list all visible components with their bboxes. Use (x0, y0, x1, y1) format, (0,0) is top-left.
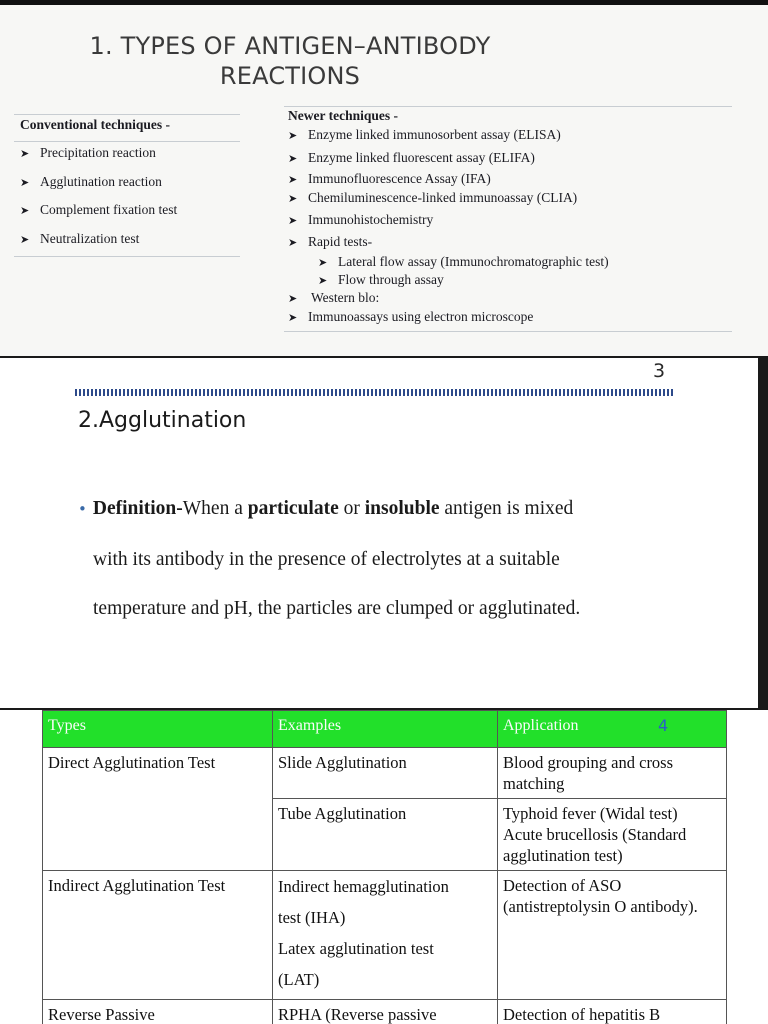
example-cell: Indirect hemagglutination test (IHA) Latex agglutination test (LAT) (273, 871, 498, 1000)
slide-title-line1: 1. TYPES OF ANTIGEN–ANTIBODY (89, 32, 491, 60)
arrow-bullet-icon: ➤ (288, 292, 298, 305)
bullet-icon: • (78, 500, 87, 518)
divider (14, 114, 240, 115)
arrow-bullet-icon: ➤ (20, 233, 30, 246)
arrow-bullet-icon: ➤ (288, 192, 298, 205)
divider (284, 106, 732, 107)
arrow-bullet-icon: ➤ (288, 236, 298, 249)
list-item: ➤ Rapid tests- (288, 234, 373, 249)
column-header: Application 4 (498, 711, 727, 748)
example-cell: RPHA (Reverse passive (273, 1000, 498, 1024)
application-cell: Detection of ASO (antistreptolysin O antibody). (498, 871, 727, 1000)
type-cell: Direct Agglutination Test (43, 748, 273, 871)
list-item: ➤ Enzyme linked immunosorbent assay (ELISA) (288, 127, 561, 142)
arrow-bullet-icon: ➤ (318, 256, 328, 269)
list-item: ➤ Complement fixation test (20, 202, 178, 217)
arrow-bullet-icon: ➤ (288, 129, 298, 142)
application-cell: Typhoid fever (Widal test) Acute brucellosis (Standard agglutination test) (498, 799, 727, 871)
list-item: ➤ Western blo: (288, 290, 380, 305)
list-item: ➤ Precipitation reaction (20, 145, 156, 160)
list-item: ➤ Immunofluorescence Assay (IFA) (288, 171, 491, 186)
conventional-heading: Conventional techniques - (20, 117, 171, 132)
definition-line2: with its antibody in the presence of electrolytes at a suitable (93, 549, 560, 570)
table-row (43, 748, 727, 799)
column-header: Types (43, 711, 273, 748)
definition-line3: temperature and pH, the particles are clumped or agglutinated. (93, 598, 581, 619)
column-header: Examples (273, 711, 498, 748)
newer-heading: Newer techniques - (288, 108, 398, 123)
slide-top-border (0, 0, 768, 5)
dashed-rule (75, 389, 673, 396)
divider (284, 331, 732, 332)
list-item: ➤ Agglutination reaction (20, 174, 162, 189)
slide-agglutination-definition (0, 358, 758, 708)
list-item: ➤ Immunohistochemistry (288, 212, 434, 227)
list-item: ➤ Neutralization test (20, 231, 140, 246)
arrow-bullet-icon: ➤ (20, 204, 30, 217)
arrow-bullet-icon: ➤ (288, 214, 298, 227)
application-cell: Detection of hepatitis B (498, 1000, 727, 1024)
table-row (43, 871, 727, 1000)
divider (14, 141, 240, 142)
example-cell: Slide Agglutination (273, 748, 498, 799)
list-item: ➤ Chemiluminescence-linked immunoassay (CLIA) (288, 190, 578, 205)
type-cell: Reverse Passive (43, 1000, 273, 1024)
slide-agglutination-types-table (0, 710, 768, 1024)
arrow-bullet-icon: ➤ (288, 311, 298, 324)
slide-title-line2: REACTIONS (219, 62, 361, 90)
slide-heading: 2.Agglutination (78, 408, 247, 433)
page-number: 4 (658, 716, 669, 735)
type-cell: Indirect Agglutination Test (43, 871, 273, 1000)
arrow-bullet-icon: ➤ (20, 176, 30, 189)
arrow-bullet-icon: ➤ (288, 152, 298, 165)
arrow-bullet-icon: ➤ (20, 147, 30, 160)
list-item: ➤ Enzyme linked fluorescent assay (ELIFA) (288, 150, 535, 165)
arrow-bullet-icon: ➤ (318, 274, 328, 287)
list-item: ➤ Immunoassays using electron microscope (288, 309, 534, 324)
example-cell: Tube Agglutination (273, 799, 498, 871)
agglutination-table (42, 710, 727, 1024)
arrow-bullet-icon: ➤ (288, 173, 298, 186)
application-cell: Blood grouping and cross matching (498, 748, 727, 799)
list-subitem: ➤ Lateral flow assay (Immunochromatographic test) (318, 254, 609, 269)
slide-types-of-reactions (0, 0, 768, 356)
table-header-row (43, 711, 727, 748)
table-row (43, 1000, 727, 1024)
page-number: 3 (653, 360, 666, 382)
divider (14, 256, 240, 257)
definition-line1: • Definition-When a particulate or insoluble antigen is mixed (78, 498, 574, 519)
list-subitem: ➤ Flow through assay (318, 272, 444, 287)
